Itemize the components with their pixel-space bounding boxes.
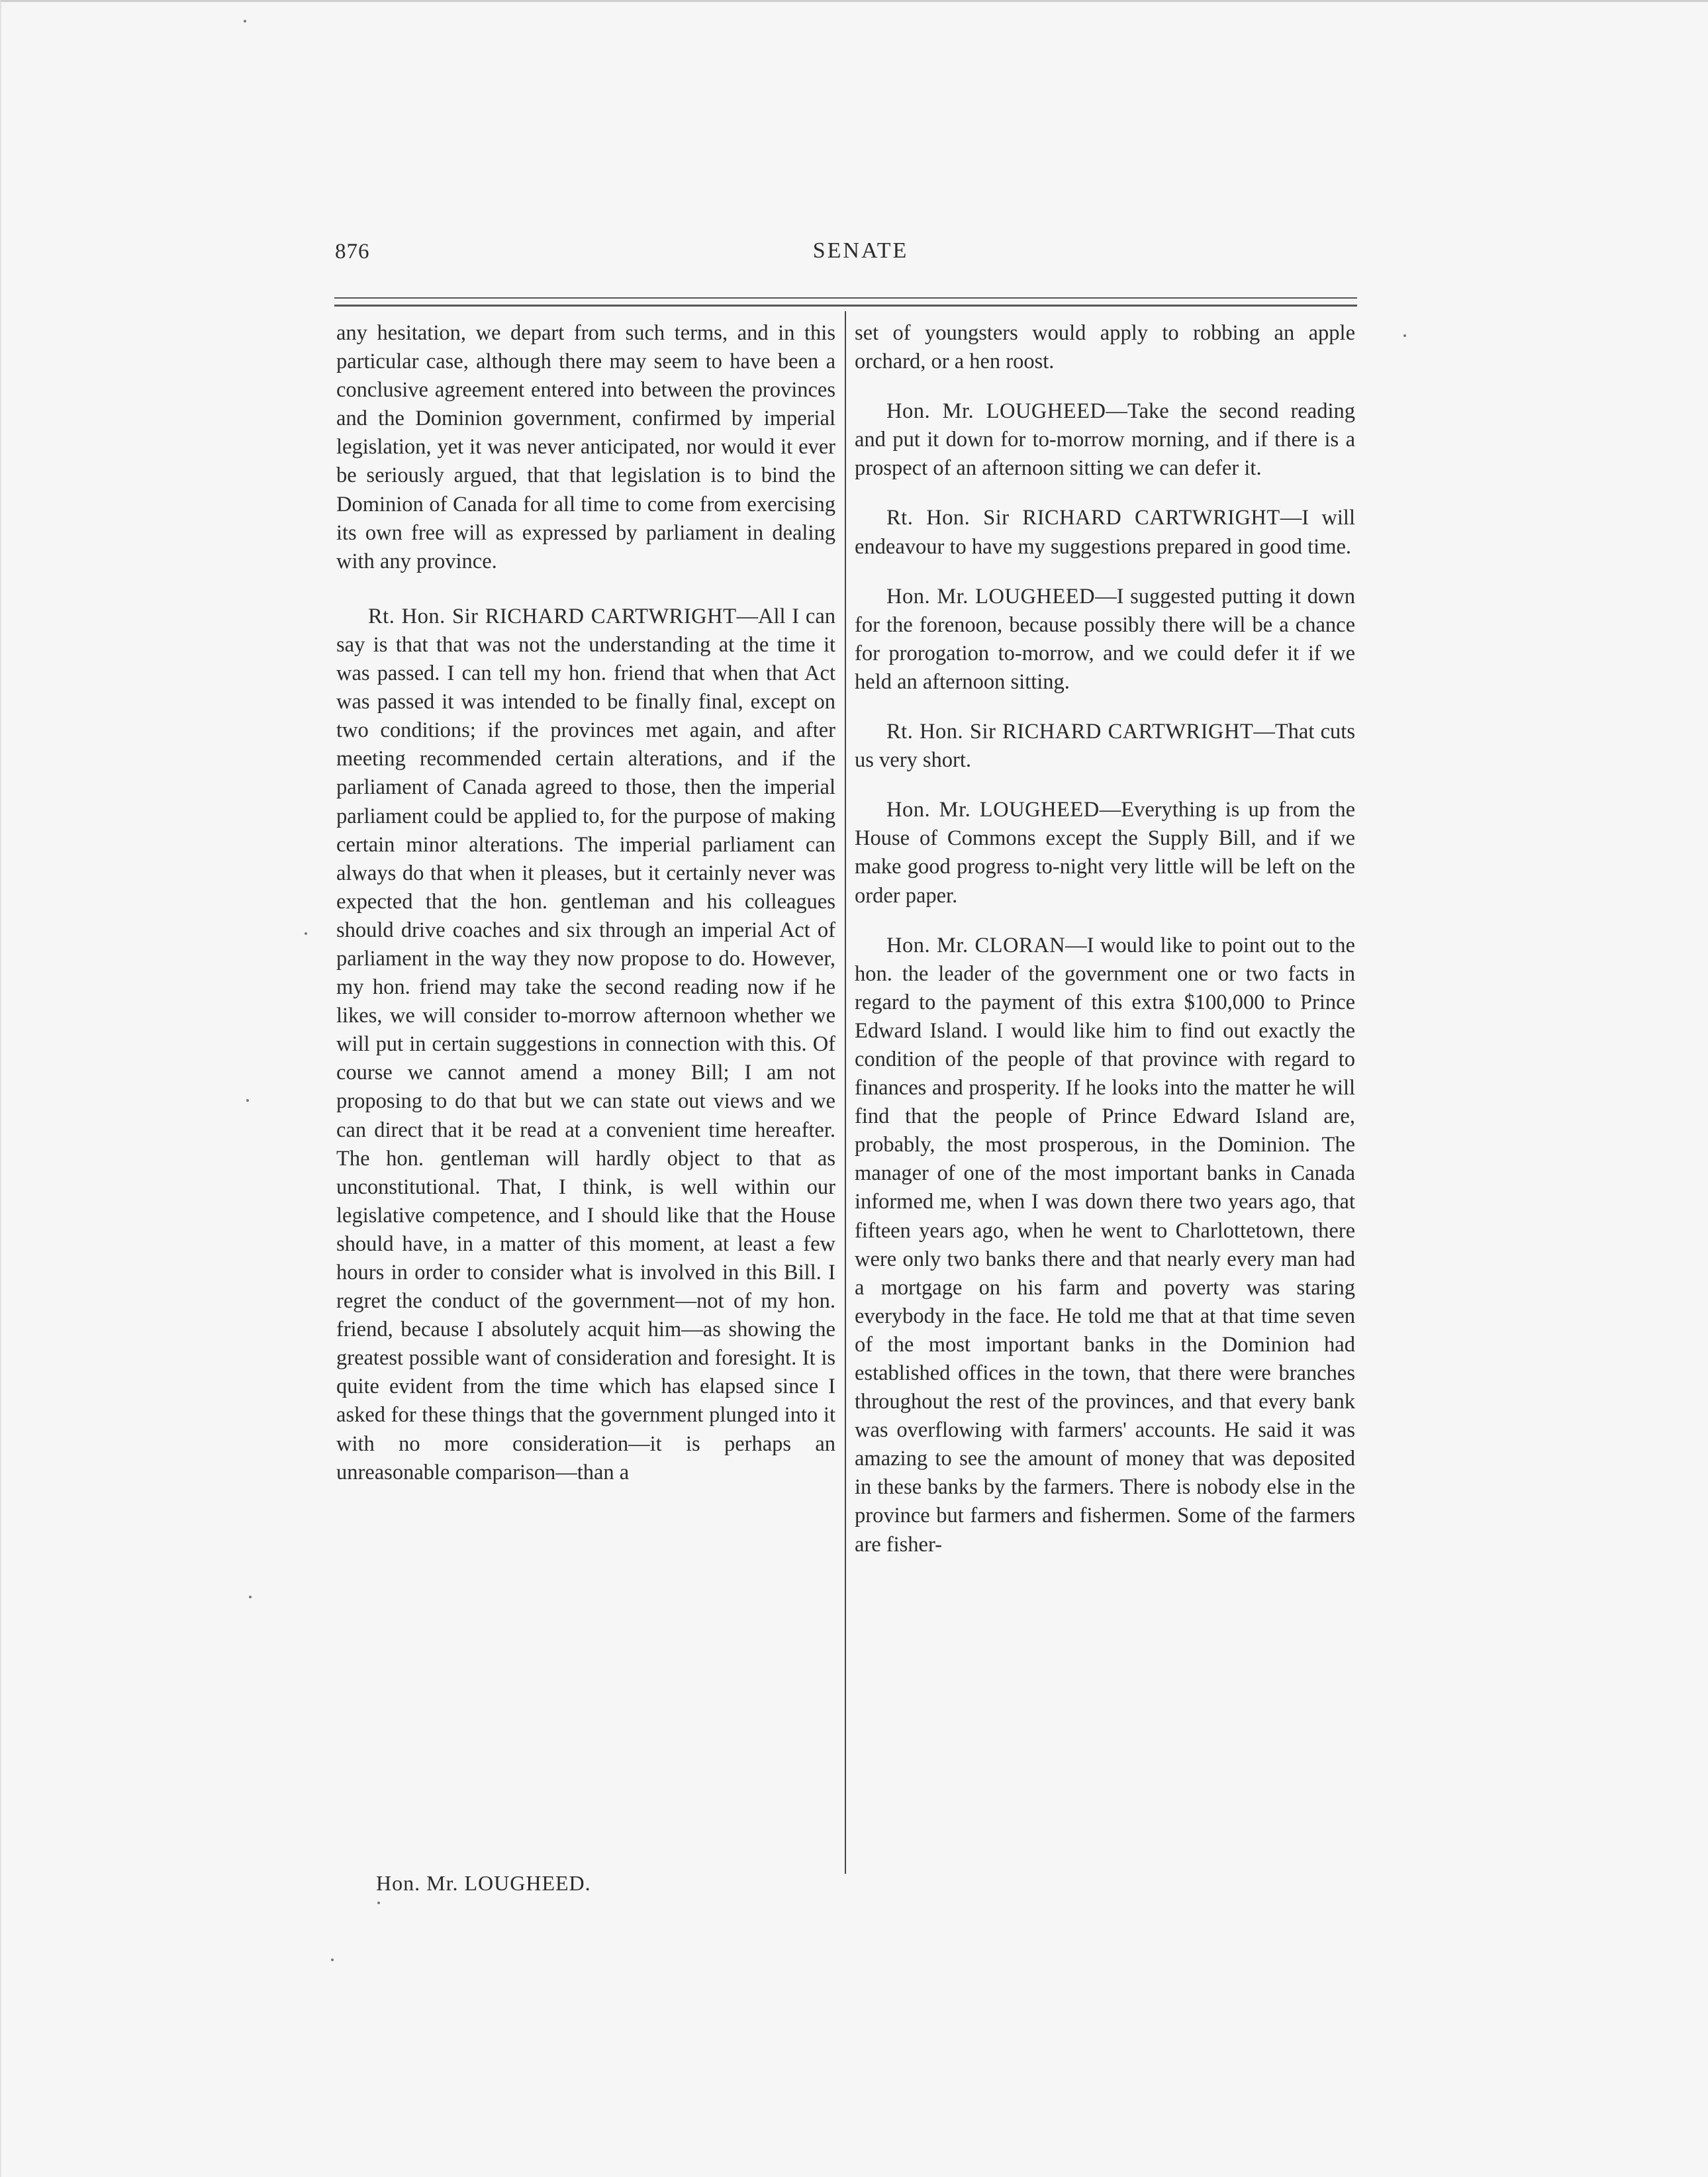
paragraph — [336, 603, 835, 1487]
speaker-name: Rt. Hon. Sir RICHARD CARTWRIGHT — [886, 506, 1280, 530]
running-head: SENATE — [812, 238, 909, 263]
scan-speck — [305, 932, 307, 935]
speaker-name: Hon. Mr. CLORAN — [886, 933, 1066, 957]
speaker-name: Hon. Mr. LOUGHEED — [886, 798, 1100, 822]
speaker-name: Hon. Mr. LOUGHEED — [886, 584, 1096, 608]
paragraph-text: —All I can say is that that was not the understanding at the time it was passed. I can tell my hon. friend that when that Act was passed it was intended to be finally final, except on two conditions; if the provinces met again, and after meeting recommended certain alterations, and if the parliament of Canada agreed to those, then the imperial parliament could be applied to, for the purpose of making certain minor alterations. The imperial parliament can always do that when it pleases, but it certainly never was expected that the hon. gentleman and his colleagues should drive coaches and six through an imperial Act of parliament in the way they now propose to do. However, my hon. friend may take the second reading now if he likes, we will consider to-morrow afternoon whether we will put in certain suggestions in connection with this. Of course we cannot amend a money Bill; I am not proposing to do that but we can state out views and we can direct that it be read at a convenient time hereafter. The hon. gentleman will hardly object to that as unconstitutional. That, I think, is well within our legislative competence, and I should like that the House should have, in a matter of this moment, at least a few hours in order to consider what is involved in this Bill. I regret the conduct of the government—not of my hon. friend, because I absolutely acquit him—as showing the greatest possible want of consideration and foresight. It is quite evident from the time which has elapsed since I asked for these things that the government plunged into it with no more consideration—it is perhaps an unreasonable comparison—than a — [336, 604, 835, 1484]
header-rule-thin — [334, 297, 1357, 299]
page-number: 876 — [335, 240, 370, 264]
paragraph — [855, 583, 1355, 697]
paragraph-text: —Everything is up from the House of Commons except the Supply Bill, and if we make good progress to-night very little will be left on the order paper. — [855, 798, 1355, 908]
header-rule-thick — [334, 305, 1357, 307]
paragraph — [855, 932, 1355, 1559]
paragraph-text: set of youngsters would apply to robbing an apple orchard, or a hen roost. — [855, 321, 1355, 374]
paragraph — [336, 319, 835, 576]
paragraph — [855, 718, 1355, 775]
paragraph-text: —I suggested putting it down for the forenoon, because possibly there will be a chance for prorogation to-morrow, and we could defer it if we held an afternoon sitting. — [855, 584, 1355, 694]
paragraph-text: —I would like to point out to the hon. the leader of the government one or two facts in regard to the payment of this extra $100,000 to Prince Edward Island. I would like him to find out exactly the condition of the people of that province with regard to finances and prosperity. If he looks into the matter he will find that the people of Prince Edward Island are, probably, the most prosperous, in the Dominion. The manager of one of the most important banks in Canada informed me, when I was down there two years ago, that fifteen years ago, when he went to Charlottetown, there were only two banks there and that nearly every man had a mortgage on his farm and poverty was staring everybody in the face. He told me that at that time seven of the most important banks in the Dominion had established offices in the town, that there were branches throughout the rest of the provinces, and that every bank was overflowing with farmers' accounts. He said it was amazing to see the amount of money that was deposited in these banks by the farmers. There is nobody else in the province but farmers and fishermen. Some of the farmers are fisher- — [855, 933, 1355, 1557]
scan-speck — [1403, 334, 1406, 337]
column-divider — [845, 311, 846, 1874]
left-column — [336, 319, 835, 1508]
right-column — [855, 319, 1355, 1580]
paragraph-text: —Take the second reading and put it down for to-morrow morning, and if there is a prospect of an afternoon sitting we can defer it. — [855, 399, 1355, 481]
paragraph — [855, 397, 1355, 483]
scan-speck — [249, 1596, 252, 1598]
paragraph — [855, 319, 1355, 376]
scan-speck — [246, 1099, 249, 1102]
paragraph-text: —I will endeavour to have my suggestions prepared in good time. — [855, 506, 1355, 559]
paragraph — [855, 796, 1355, 910]
paragraph — [855, 504, 1355, 561]
footer-catchword: Hon. Mr. LOUGHEED. — [376, 1871, 591, 1895]
speaker-name: Rt. Hon. Sir RICHARD CARTWRIGHT — [368, 604, 737, 628]
paragraph-text: any hesitation, we depart from such terms, and in this particular case, although there may seem to have been a conclusive agreement entered into between the provinces and the Dominion government, confirmed by imperial legislation, yet it was never anticipated, nor would it ever be seriously argued, that that legislation is to bind the Dominion of Canada for all time to come from exercising its own free will as expressed by parliament in dealing with any province. — [336, 321, 835, 573]
speaker-name: Hon. Mr. LOUGHEED — [886, 399, 1106, 424]
scan-speck — [244, 20, 246, 23]
speaker-name: Rt. Hon. Sir RICHARD CARTWRIGHT — [886, 720, 1254, 744]
scan-speck — [377, 1902, 380, 1904]
paragraph-text: —That cuts us very short. — [855, 720, 1355, 773]
scan-speck — [331, 1959, 334, 1961]
